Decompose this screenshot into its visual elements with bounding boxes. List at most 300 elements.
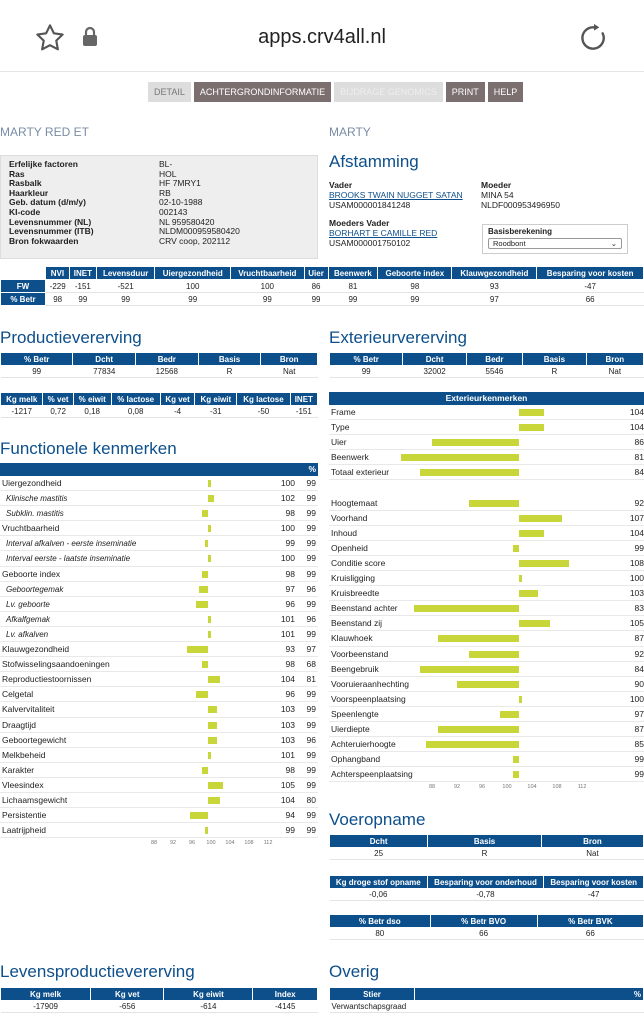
trait-row [329, 556, 644, 571]
value-bar [202, 661, 208, 668]
info-key: Erfelijke factoren [9, 159, 78, 169]
trait-label: Interval afkalven - eerste inseminatie [6, 539, 137, 549]
trait-row [329, 616, 644, 631]
summary-cell: 99 [328, 293, 378, 306]
summary-cell: 98 [46, 293, 70, 306]
trait-pct: 96 [306, 583, 316, 594]
summary-cell: 86 [304, 280, 328, 293]
trait-value: 90 [634, 678, 644, 689]
productie-detail-header: Kg vet [160, 393, 195, 406]
trait-value: 99 [285, 825, 295, 836]
trait-value: 105 [280, 779, 295, 790]
scale-tick: 92 [169, 840, 177, 847]
trait-value: 100 [280, 523, 295, 534]
summary-cell: -521 [96, 280, 155, 293]
trait-value: 85 [634, 739, 644, 750]
trait-row [0, 793, 318, 808]
value-bar [414, 605, 519, 612]
value-bar [469, 500, 519, 507]
trait-value: 81 [634, 452, 644, 463]
trait-pct: 99 [306, 553, 316, 564]
value-bar [202, 767, 208, 774]
animal-short-name: MARTY [329, 125, 371, 139]
value-bar [205, 540, 208, 547]
productie-header: Dcht [73, 353, 136, 366]
summary-row [1, 280, 644, 293]
trait-value: 84 [634, 663, 644, 674]
trait-value: 104 [280, 674, 295, 685]
trait-value: 92 [634, 648, 644, 659]
info-row [9, 237, 309, 247]
trait-pct: 99 [306, 478, 316, 488]
trait-pct: 99 [306, 628, 316, 639]
scale-tick: 96 [188, 840, 196, 847]
voeropname-besparing-table [329, 875, 644, 901]
trait-value: 97 [285, 583, 295, 594]
trait-value: 87 [634, 723, 644, 734]
tab-achtergrondinformatie[interactable]: ACHTERGRONDINFORMATIE [194, 82, 331, 102]
info-key: Haarkleur [9, 187, 49, 198]
productie-cell: Nat [261, 366, 318, 378]
info-value: HF 7MRY1 [159, 178, 201, 189]
trait-row [329, 405, 644, 420]
trait-value: 97 [634, 708, 644, 719]
trait-value: 102 [280, 493, 295, 504]
exterieur-table [329, 352, 644, 378]
info-value: BL- [159, 159, 173, 169]
info-value: RB [159, 187, 171, 198]
value-bar [196, 691, 208, 698]
trait-label: Conditie score [331, 557, 386, 568]
scale-tick: 104 [527, 784, 537, 791]
info-key: Geb. datum (d/m/y) [9, 197, 86, 208]
trait-label: Afkalfgemak [6, 614, 51, 624]
trait-pct: 96 [306, 734, 316, 745]
trait-pct: 99 [306, 508, 316, 519]
vader-label: Vader [329, 180, 353, 190]
trait-row [329, 435, 644, 450]
productie-detail-header: % vet [43, 393, 73, 406]
info-value: 002143 [159, 206, 188, 217]
exterieur-header: % Betr [330, 353, 403, 366]
voeropname-cell: R [428, 848, 542, 860]
value-bar [208, 782, 223, 789]
voeropname-cell: 25 [330, 848, 428, 860]
summary-header: Vruchtbaarheid [231, 267, 305, 280]
trait-pct: 99 [306, 493, 316, 504]
summary-row-label: % Betr [1, 293, 46, 306]
info-value: NL 959580420 [159, 216, 215, 227]
trait-row [0, 657, 318, 672]
exterieur-header: Bedr [466, 353, 522, 366]
voeropname-header: Dcht [330, 835, 428, 848]
trait-row [0, 642, 318, 657]
productie-detail-header: % eiwit [73, 393, 111, 406]
value-bar [469, 651, 519, 658]
trait-value: 92 [634, 497, 644, 508]
summary-cell: 99 [231, 293, 305, 306]
exterieur-title: Exterieurvererving [329, 328, 467, 347]
info-box [0, 155, 318, 259]
summary-header: Geboorte index [378, 267, 452, 280]
productie-cell: 99 [1, 366, 73, 378]
trait-value: 99 [634, 542, 644, 553]
productie-header: Bron [261, 353, 318, 366]
productie-detail-header: % lactose [111, 393, 160, 406]
trait-value: 99 [285, 538, 295, 549]
summary-cell: 99 [69, 293, 96, 306]
trait-pct: 99 [306, 825, 316, 836]
trait-label: Kalvervitaliteit [2, 704, 55, 715]
trait-label: Klinische mastitis [6, 494, 68, 504]
voeropname-besparing-header: Besparing voor onderhoud [427, 876, 544, 889]
levensproductie-header: Index [253, 988, 318, 1001]
trait-label: Kruisligging [331, 573, 375, 584]
value-bar [519, 575, 522, 582]
levensproductie-header: Kg eiwit [164, 988, 253, 1001]
voeropname-besparing-header: Kg droge stof opname [330, 876, 428, 889]
trait-label: Hoogtemaat [331, 497, 378, 508]
trait-row [329, 662, 644, 677]
verwantschapsgraad-label: Verwantschapsgraad [330, 1001, 415, 1013]
exterieur-scale [329, 782, 644, 794]
value-bar [205, 827, 208, 834]
tab-help[interactable]: HELP [488, 82, 524, 102]
trait-value: 94 [285, 810, 295, 821]
exterieur-kenmerken [329, 392, 644, 794]
trait-row [329, 677, 644, 692]
info-key: Rasbalk [9, 178, 42, 189]
voeropname-betr-table [329, 914, 644, 940]
trait-row [0, 763, 318, 778]
levensproductie-title: Levensproductievererving [0, 962, 195, 981]
productie-detail-cell: -4 [160, 406, 195, 418]
trait-label: Klauwgezondheid [2, 644, 70, 655]
value-bar [208, 676, 220, 683]
trait-row [329, 465, 644, 480]
trait-value: 104 [629, 422, 644, 433]
vader-link[interactable]: BROOKS TWAIN NUGGET SATAN [329, 190, 463, 200]
trait-label: Klauwhoek [331, 633, 373, 644]
value-bar [187, 646, 208, 653]
trait-row [329, 541, 644, 556]
trait-value: 96 [285, 598, 295, 609]
trait-value: 100 [629, 573, 644, 584]
tab-print[interactable]: PRINT [446, 82, 485, 102]
trait-label: Karakter [2, 764, 35, 775]
moedersvader-label: Moeders Vader [329, 218, 390, 228]
scale-tick: 104 [225, 840, 235, 847]
trait-value: 84 [634, 467, 644, 478]
trait-row [0, 778, 318, 793]
trait-label: Uiergezondheid [2, 478, 62, 488]
trait-label: Frame [331, 407, 356, 417]
productie-header: Basis [198, 353, 261, 366]
exterieur-header: Bron [586, 353, 643, 366]
trait-value: 99 [634, 769, 644, 780]
moeder-id: NLDF000953496950 [481, 200, 560, 210]
trait-label: Subklin. mastitis [6, 509, 64, 519]
exterieur-cell: Nat [586, 366, 643, 378]
value-bar [401, 454, 519, 461]
value-bar [519, 409, 544, 416]
value-bar [208, 495, 214, 502]
summary-cell: 99 [378, 293, 452, 306]
trait-row [329, 586, 644, 601]
basisberekening-select[interactable] [488, 238, 622, 249]
info-key: KI-code [9, 206, 41, 217]
url-text[interactable]: apps.crv4all.nl [258, 26, 386, 48]
summary-cell: 97 [452, 293, 537, 306]
summary-cell: -229 [46, 280, 70, 293]
value-bar [190, 812, 208, 819]
functioneel-scale [0, 838, 318, 850]
value-bar [513, 756, 519, 763]
scale-tick: 100 [502, 784, 512, 791]
trait-value: 104 [280, 794, 295, 805]
voeropname-betr-header: % Betr BVK [537, 915, 643, 928]
reload-icon[interactable] [578, 22, 610, 54]
afstamming-title: Afstamming [329, 152, 419, 171]
summary-cell: 93 [452, 280, 537, 293]
trait-label: Uierdiepte [331, 723, 370, 734]
trait-value: 87 [634, 633, 644, 644]
value-bar [208, 737, 217, 744]
scale-tick: 92 [453, 784, 461, 791]
productie-cell: 12568 [136, 366, 199, 378]
trait-pct: 99 [306, 598, 316, 609]
value-bar [208, 797, 220, 804]
trait-row [0, 506, 318, 521]
trait-row [0, 702, 318, 717]
trait-row [0, 597, 318, 612]
trait-value: 101 [280, 613, 295, 624]
summary-cell: 99 [155, 293, 231, 306]
functioneel-title: Functionele kenmerken [0, 439, 177, 458]
voeropname-besparing-cell: -0,78 [427, 889, 544, 901]
value-bar [208, 706, 217, 713]
info-value: HOL [159, 168, 177, 179]
trait-value: 103 [280, 719, 295, 730]
trait-label: Beenwerk [331, 452, 369, 463]
trait-pct: 99 [306, 719, 316, 730]
info-value: 02-10-1988 [159, 197, 203, 208]
value-bar [208, 616, 211, 623]
trait-value: 100 [280, 553, 295, 564]
trait-label: Totaal exterieur [331, 467, 390, 478]
trait-row [0, 687, 318, 702]
trait-row [329, 526, 644, 541]
trait-label: Geboortegemak [6, 584, 64, 594]
trait-row [0, 476, 318, 491]
moeder-label: Moeder [481, 180, 512, 190]
trait-label: Laatrijpheid [2, 825, 46, 836]
trait-pct: 97 [306, 644, 316, 655]
trait-row [329, 737, 644, 752]
trait-pct: 99 [306, 689, 316, 700]
moedersvader-link[interactable]: BORHART E CAMILLE RED [329, 228, 438, 238]
voeropname-betr-cell: 80 [330, 928, 431, 940]
value-bar [513, 545, 519, 552]
trait-value: 98 [285, 508, 295, 519]
trait-row [0, 521, 318, 536]
info-value: CRV coop, 202112 [159, 235, 231, 246]
levensproductie-header: Kg melk [1, 988, 91, 1001]
summary-header: Uier [304, 267, 328, 280]
summary-header: Besparing voor kosten [537, 267, 644, 280]
trait-value: 99 [634, 754, 644, 765]
voeropname-betr-cell: 66 [430, 928, 537, 940]
levensproductie-cell: -4145 [253, 1001, 318, 1013]
value-bar [196, 601, 208, 608]
info-key: Ras [9, 168, 25, 179]
voeropname-besparing-cell: -47 [544, 889, 644, 901]
value-bar [420, 666, 519, 673]
productie-title: Productievererving [0, 328, 142, 347]
trait-value: 103 [280, 734, 295, 745]
summary-cell: 81 [328, 280, 378, 293]
exterieur-cell: R [523, 366, 587, 378]
value-bar [202, 510, 208, 517]
levensproductie-cell: -614 [164, 1001, 253, 1013]
trait-row [0, 567, 318, 582]
info-key: Bron fokwaarden [9, 235, 79, 246]
trait-value: 100 [280, 478, 295, 488]
trait-value: 107 [629, 512, 644, 523]
exterieur-header: Dcht [403, 353, 466, 366]
trait-row [0, 672, 318, 687]
trait-pct: 80 [306, 794, 316, 805]
voeropname-header: Bron [541, 835, 643, 848]
trait-label: Lichaamsgewicht [2, 794, 68, 805]
tab-detail[interactable]: DETAIL [148, 82, 191, 102]
trait-pct: 99 [306, 538, 316, 549]
scale-tick: 108 [552, 784, 562, 791]
summary-header: Uiergezondheid [155, 267, 231, 280]
productie-cell: R [198, 366, 261, 378]
trait-pct: 99 [306, 523, 316, 534]
trait-label: Geboortegewicht [2, 734, 67, 745]
value-bar [519, 620, 550, 627]
productie-header: % Betr [1, 353, 73, 366]
trait-value: 103 [280, 704, 295, 715]
voeropname-title: Voeropname [329, 810, 426, 829]
trait-row [0, 823, 318, 838]
trait-pct: 96 [306, 613, 316, 624]
exterieur-cell: 5546 [466, 366, 522, 378]
value-bar [208, 752, 211, 759]
functionele-kenmerken [0, 463, 318, 850]
value-bar [208, 555, 211, 562]
trait-row [0, 718, 318, 733]
productie-detail-cell: 0,08 [111, 406, 160, 418]
vader-id: USAM000001841248 [329, 200, 411, 210]
value-bar [199, 586, 208, 593]
productie-detail-cell: -1217 [1, 406, 43, 418]
trait-pct: 68 [306, 659, 316, 670]
trait-pct: 81 [306, 674, 316, 685]
value-bar [208, 722, 217, 729]
productie-detail-cell: 0,18 [73, 406, 111, 418]
trait-row [329, 571, 644, 586]
trait-label: Voorhand [331, 512, 368, 523]
trait-pct: 99 [306, 779, 316, 790]
tab-bijdrage-genomics[interactable]: BIJDRAGE GENOMICS [334, 82, 443, 102]
productie-detail-header: INET [290, 393, 317, 406]
trait-label: Speenlengte [331, 708, 379, 719]
basisberekening-box [482, 224, 628, 254]
voeropname-table [329, 834, 644, 860]
productie-detail-header: Kg lactose [237, 393, 290, 406]
trait-value: 104 [629, 407, 644, 417]
overig-stier-header: Stier [330, 988, 415, 1001]
summary-header: Klauwgezondheid [452, 267, 537, 280]
summary-header: INET [69, 267, 96, 280]
summary-cell: 98 [378, 280, 452, 293]
value-bar [438, 635, 519, 642]
animal-name: MARTY RED ET [0, 125, 89, 139]
trait-row [0, 808, 318, 823]
value-bar [208, 525, 211, 532]
value-bar [438, 726, 519, 733]
value-bar [519, 590, 538, 597]
voeropname-header: Basis [428, 835, 542, 848]
scale-tick: 88 [428, 784, 436, 791]
trait-label: Achterspeenplaatsing [331, 769, 413, 780]
trait-label: Reproductiestoornissen [2, 674, 92, 685]
voeropname-betr-header: % Betr BVO [430, 915, 537, 928]
scale-tick: 112 [263, 840, 273, 847]
value-bar [208, 631, 211, 638]
trait-label: Inhoud [331, 527, 357, 538]
trait-label: Type [331, 422, 350, 433]
trait-label: Achteruierhoogte [331, 739, 396, 750]
summary-row [1, 293, 644, 306]
moeder-name: MINA 54 [481, 190, 514, 200]
trait-label: Beengebruik [331, 663, 379, 674]
summary-row-label: FW [1, 280, 46, 293]
value-bar [432, 439, 519, 446]
trait-row [329, 722, 644, 737]
productie-detail-cell: -31 [195, 406, 237, 418]
moedersvader-id: USAM000001750102 [329, 238, 411, 248]
value-bar [426, 741, 519, 748]
trait-pct: 99 [306, 764, 316, 775]
trait-label: Beenstand achter [331, 603, 398, 614]
voeropname-besparing-cell: -0,06 [330, 889, 428, 901]
trait-row [0, 491, 318, 506]
value-bar [457, 681, 519, 688]
trait-row [329, 631, 644, 646]
voeropname-betr-header: % Betr dso [330, 915, 431, 928]
overig-pct-header: % [415, 988, 644, 1001]
productie-detail-cell: -50 [237, 406, 290, 418]
trait-label: Stofwisselingsaandoeningen [2, 659, 110, 670]
trait-pct: 99 [306, 704, 316, 715]
scale-tick: 108 [244, 840, 254, 847]
trait-label: Ophangband [331, 754, 381, 765]
scale-tick: 96 [478, 784, 486, 791]
trait-label: Melkbeheid [2, 749, 46, 760]
productie-detail-table [0, 392, 318, 418]
pct-header: % [308, 464, 316, 474]
productie-table [0, 352, 318, 378]
summary-header: NVI [46, 267, 70, 280]
trait-value: 103 [629, 588, 644, 599]
scale-tick: 112 [577, 784, 587, 791]
trait-row [329, 496, 644, 511]
levensproductie-header: Kg vet [91, 988, 164, 1001]
